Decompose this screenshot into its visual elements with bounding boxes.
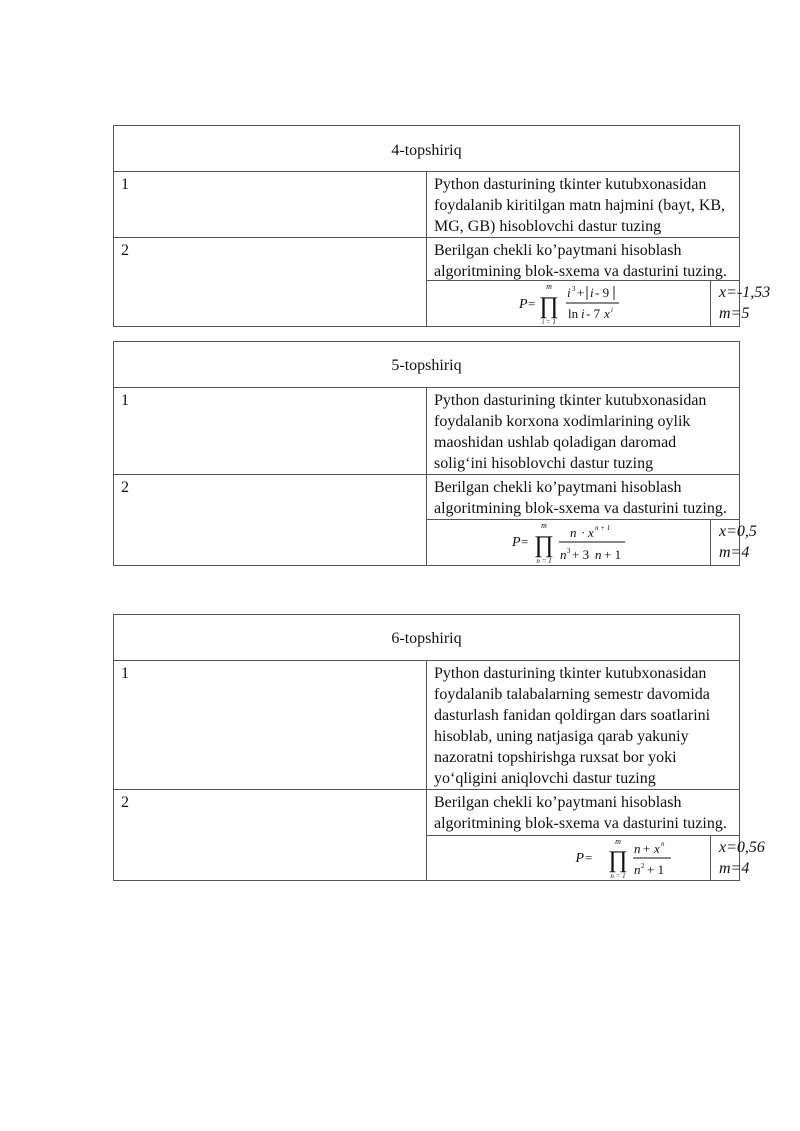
item-text: Python dasturining tkinter kutubxonasidan foydalanib kiritilgan matn hajmini (bayt, KB, MG, GB) hisoblovchi dastur tuzing: [427, 172, 740, 238]
svg-text:x: x: [654, 841, 660, 856]
svg-text:P: P: [519, 297, 528, 312]
svg-text:∏: ∏: [539, 293, 559, 319]
svg-text:+ 3: + 3: [572, 547, 590, 562]
param-x: x=-1,53: [719, 284, 771, 301]
item-number: 1: [114, 172, 427, 238]
svg-text:x: x: [588, 525, 594, 540]
param-m: m=4: [719, 860, 750, 877]
svg-text:i: i: [590, 285, 594, 300]
formula-row: [427, 519, 757, 565]
task-table-6: [113, 614, 765, 881]
svg-text:∏: ∏: [534, 532, 554, 558]
svg-text:3: 3: [572, 285, 576, 293]
param-x: x=0,56: [719, 839, 765, 856]
svg-text:+ 1: + 1: [604, 547, 622, 562]
item-text: Python dasturining tkinter kutubxonasidan foydalanib talabalarning semestr davomida dasturlash fanidan qoldirgan dars soatlarini hisoblab, uning natjasiga qarab yakuniy nazoratni topshirishga ruxsat bor yoki yo‘qligini aniqlovchi dastur tuzing: [427, 661, 740, 790]
svg-text:n + 1: n + 1: [595, 524, 611, 532]
svg-text:=: =: [528, 296, 536, 311]
item-text: Python dasturining tkinter kutubxonasidan foydalanib korxona xodimlarining oylik maoshidan ushlab qoladigan daromad solig‘ini hisoblovchi dastur tuzing: [427, 388, 740, 475]
svg-text:n = 1: n = 1: [536, 557, 552, 565]
svg-text:+ 1: + 1: [647, 862, 665, 877]
svg-text:- 9: - 9: [595, 285, 610, 300]
task-table-4: [113, 125, 771, 327]
svg-text:·: ·: [581, 525, 586, 540]
item-number: 1: [114, 388, 427, 475]
svg-text:n: n: [560, 547, 567, 562]
svg-text:n: n: [595, 547, 602, 562]
svg-text:n: n: [634, 841, 641, 856]
item-text: Berilgan chekli ko’paytmani hisoblash algoritmining blok-sxema va dasturini tuzing.: [434, 242, 727, 280]
formula-row: [427, 280, 771, 326]
formula: [427, 281, 711, 327]
param-x: x=0,5: [719, 523, 757, 540]
task-title: 5-topshiriq: [114, 342, 740, 388]
svg-text:n: n: [634, 862, 641, 877]
formula: [427, 520, 711, 566]
task-table-5: [113, 341, 757, 566]
svg-text:3: 3: [567, 547, 571, 555]
svg-text:n: n: [570, 525, 577, 540]
svg-text:i: i: [611, 306, 613, 314]
svg-text:n: n: [661, 840, 665, 848]
svg-text:ln: ln: [568, 306, 579, 321]
item-text: Berilgan chekli ko’paytmani hisoblash algoritmining blok-sxema va dasturini tuzing.: [434, 479, 727, 517]
svg-text:P: P: [512, 535, 521, 550]
svg-text:+: +: [577, 285, 585, 300]
svg-text:=: =: [585, 850, 593, 865]
param-m: m=5: [719, 305, 750, 322]
item-number: 2: [114, 790, 427, 881]
svg-text:m: m: [546, 282, 552, 291]
svg-text:2: 2: [641, 862, 645, 870]
svg-text:=: =: [521, 534, 529, 549]
svg-text:i = 1: i = 1: [542, 318, 556, 326]
svg-text:x: x: [604, 306, 610, 321]
formula-row: [427, 835, 765, 880]
svg-text:m: m: [615, 837, 621, 846]
param-m: m=4: [719, 544, 750, 561]
svg-text:P: P: [575, 851, 584, 866]
item-text: Berilgan chekli ko’paytmani hisoblash algoritmining blok-sxema va dasturini tuzing.: [434, 794, 727, 832]
svg-text:i: i: [581, 306, 585, 321]
svg-text:m: m: [541, 521, 547, 530]
item-number: 1: [114, 661, 427, 790]
formula: [427, 836, 711, 881]
task-title: 6-topshiriq: [114, 615, 740, 661]
item-number: 2: [114, 475, 427, 566]
svg-text:i: i: [567, 285, 571, 300]
task-title: 4-topshiriq: [114, 126, 740, 172]
svg-text:∏: ∏: [608, 847, 628, 873]
svg-text:- 7: - 7: [586, 306, 601, 321]
svg-text:n = 1: n = 1: [610, 872, 626, 880]
svg-text:+: +: [643, 841, 651, 856]
item-number: 2: [114, 238, 427, 327]
